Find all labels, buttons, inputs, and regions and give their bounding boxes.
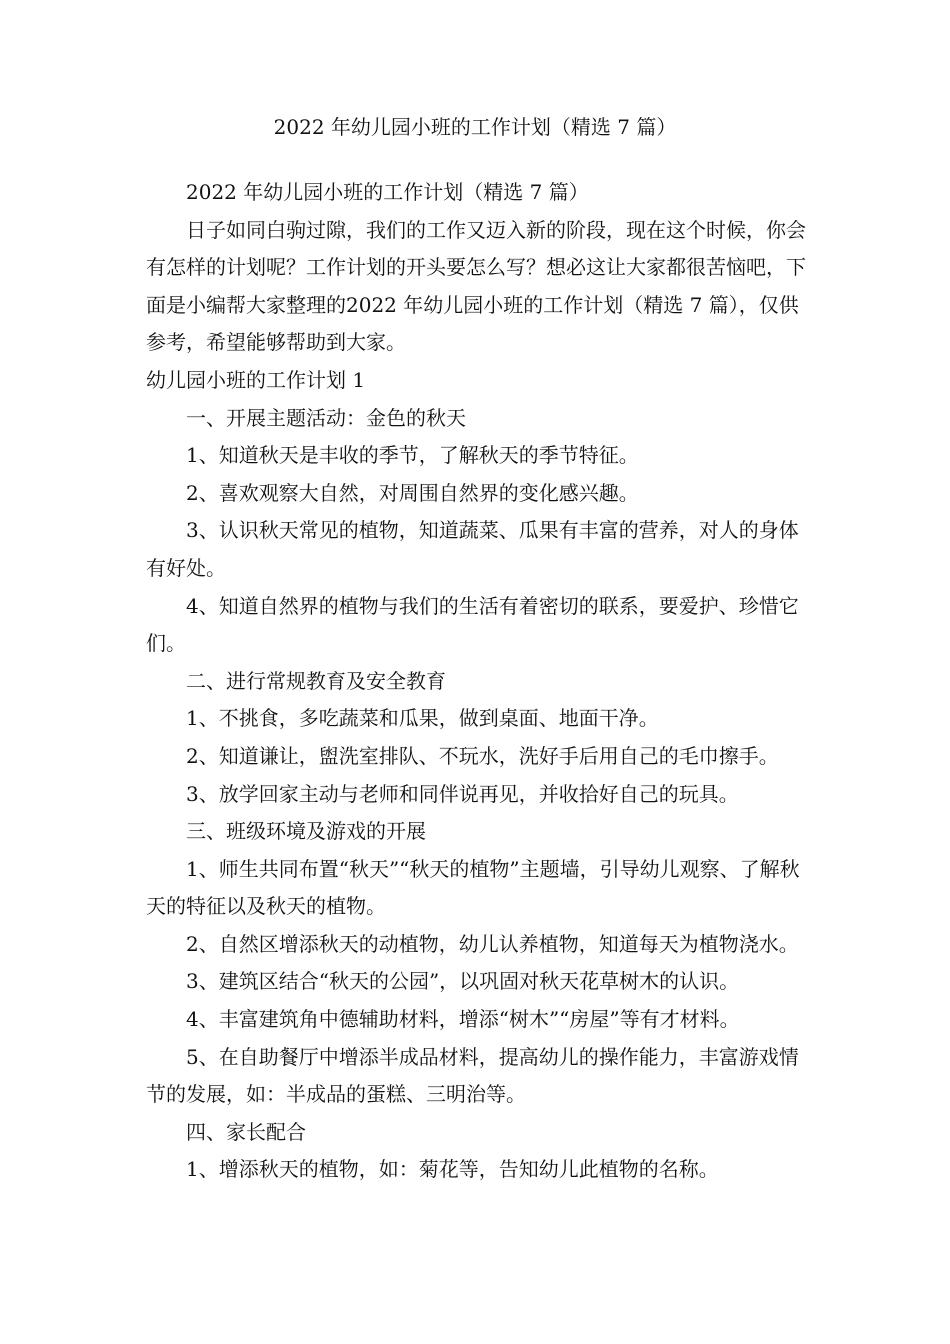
- document-body: [146, 174, 806, 1189]
- document-title: 2022 年幼儿园小班的工作计划（精选 7 篇）: [273, 115, 677, 139]
- paragraph: 日子如同白驹过隙，我们的工作又迈入新的阶段，现在这个时候，你会有怎样的计划呢？工作计划的开头要怎么写？想必这让大家都很苦恼吧，下面是小编帮大家整理的2022 年幼儿园小班的工作计划（精选 7 篇），仅供参考，希望能够帮助到大家。: [146, 217, 806, 355]
- list-item: 3、认识秋天常见的植物，知道蔬菜、瓜果有丰富的营养，对人的身体有好处。: [146, 518, 799, 580]
- subsection-heading: 二、进行常规教育及安全教育: [186, 668, 446, 693]
- list-item: 4、知道自然界的植物与我们的生活有着密切的联系，要爱护、珍惜它们。: [146, 593, 799, 656]
- list-item: 1、师生共同布置“秋天”“秋天的植物”主题墙，引导幼儿观察、了解秋天的特征以及秋天的植物。: [146, 856, 800, 919]
- list-item: 4、丰富建筑角中德辅助材料，增添“树木”“房屋”等有才材料。: [186, 1007, 740, 1032]
- subsection-heading: 一、开展主题活动：金色的秋天: [186, 405, 466, 430]
- list-item: 2、知道谦让，盥洗室排队、不玩水，洗好手后用自己的毛巾擦手。: [186, 743, 779, 768]
- list-item: 3、放学回家主动与老师和同伴说再见，并收拾好自己的玩具。: [186, 781, 739, 806]
- list-item: 2、自然区增添秋天的动植物，幼儿认养植物，知道每天为植物浇水。: [186, 931, 799, 956]
- list-item: 2、喜欢观察大自然，对周围自然界的变化感兴趣。: [186, 480, 639, 505]
- list-item: 3、建筑区结合“秋天的公园”，以巩固对秋天花草树木的认识。: [186, 969, 740, 994]
- subsection-heading: 三、班级环境及游戏的开展: [186, 819, 426, 844]
- list-item: 1、增添秋天的植物，如：菊花等，告知幼儿此植物的名称。: [186, 1157, 719, 1182]
- subsection-heading: 四、家长配合: [186, 1119, 306, 1144]
- paragraph: 2022 年幼儿园小班的工作计划（精选 7 篇）: [186, 180, 589, 204]
- list-item: 5、在自助餐厅中增添半成品材料，提高幼儿的操作能力，丰富游戏情节的发展，如：半成品的蛋糕、三明治等。: [146, 1044, 799, 1107]
- list-item: 1、知道秋天是丰收的季节，了解秋天的季节特征。: [186, 443, 639, 468]
- list-item: 1、不挑食，多吃蔬菜和瓜果，做到桌面、地面干净。: [186, 706, 659, 731]
- section-heading: 幼儿园小班的工作计划 1: [146, 367, 366, 392]
